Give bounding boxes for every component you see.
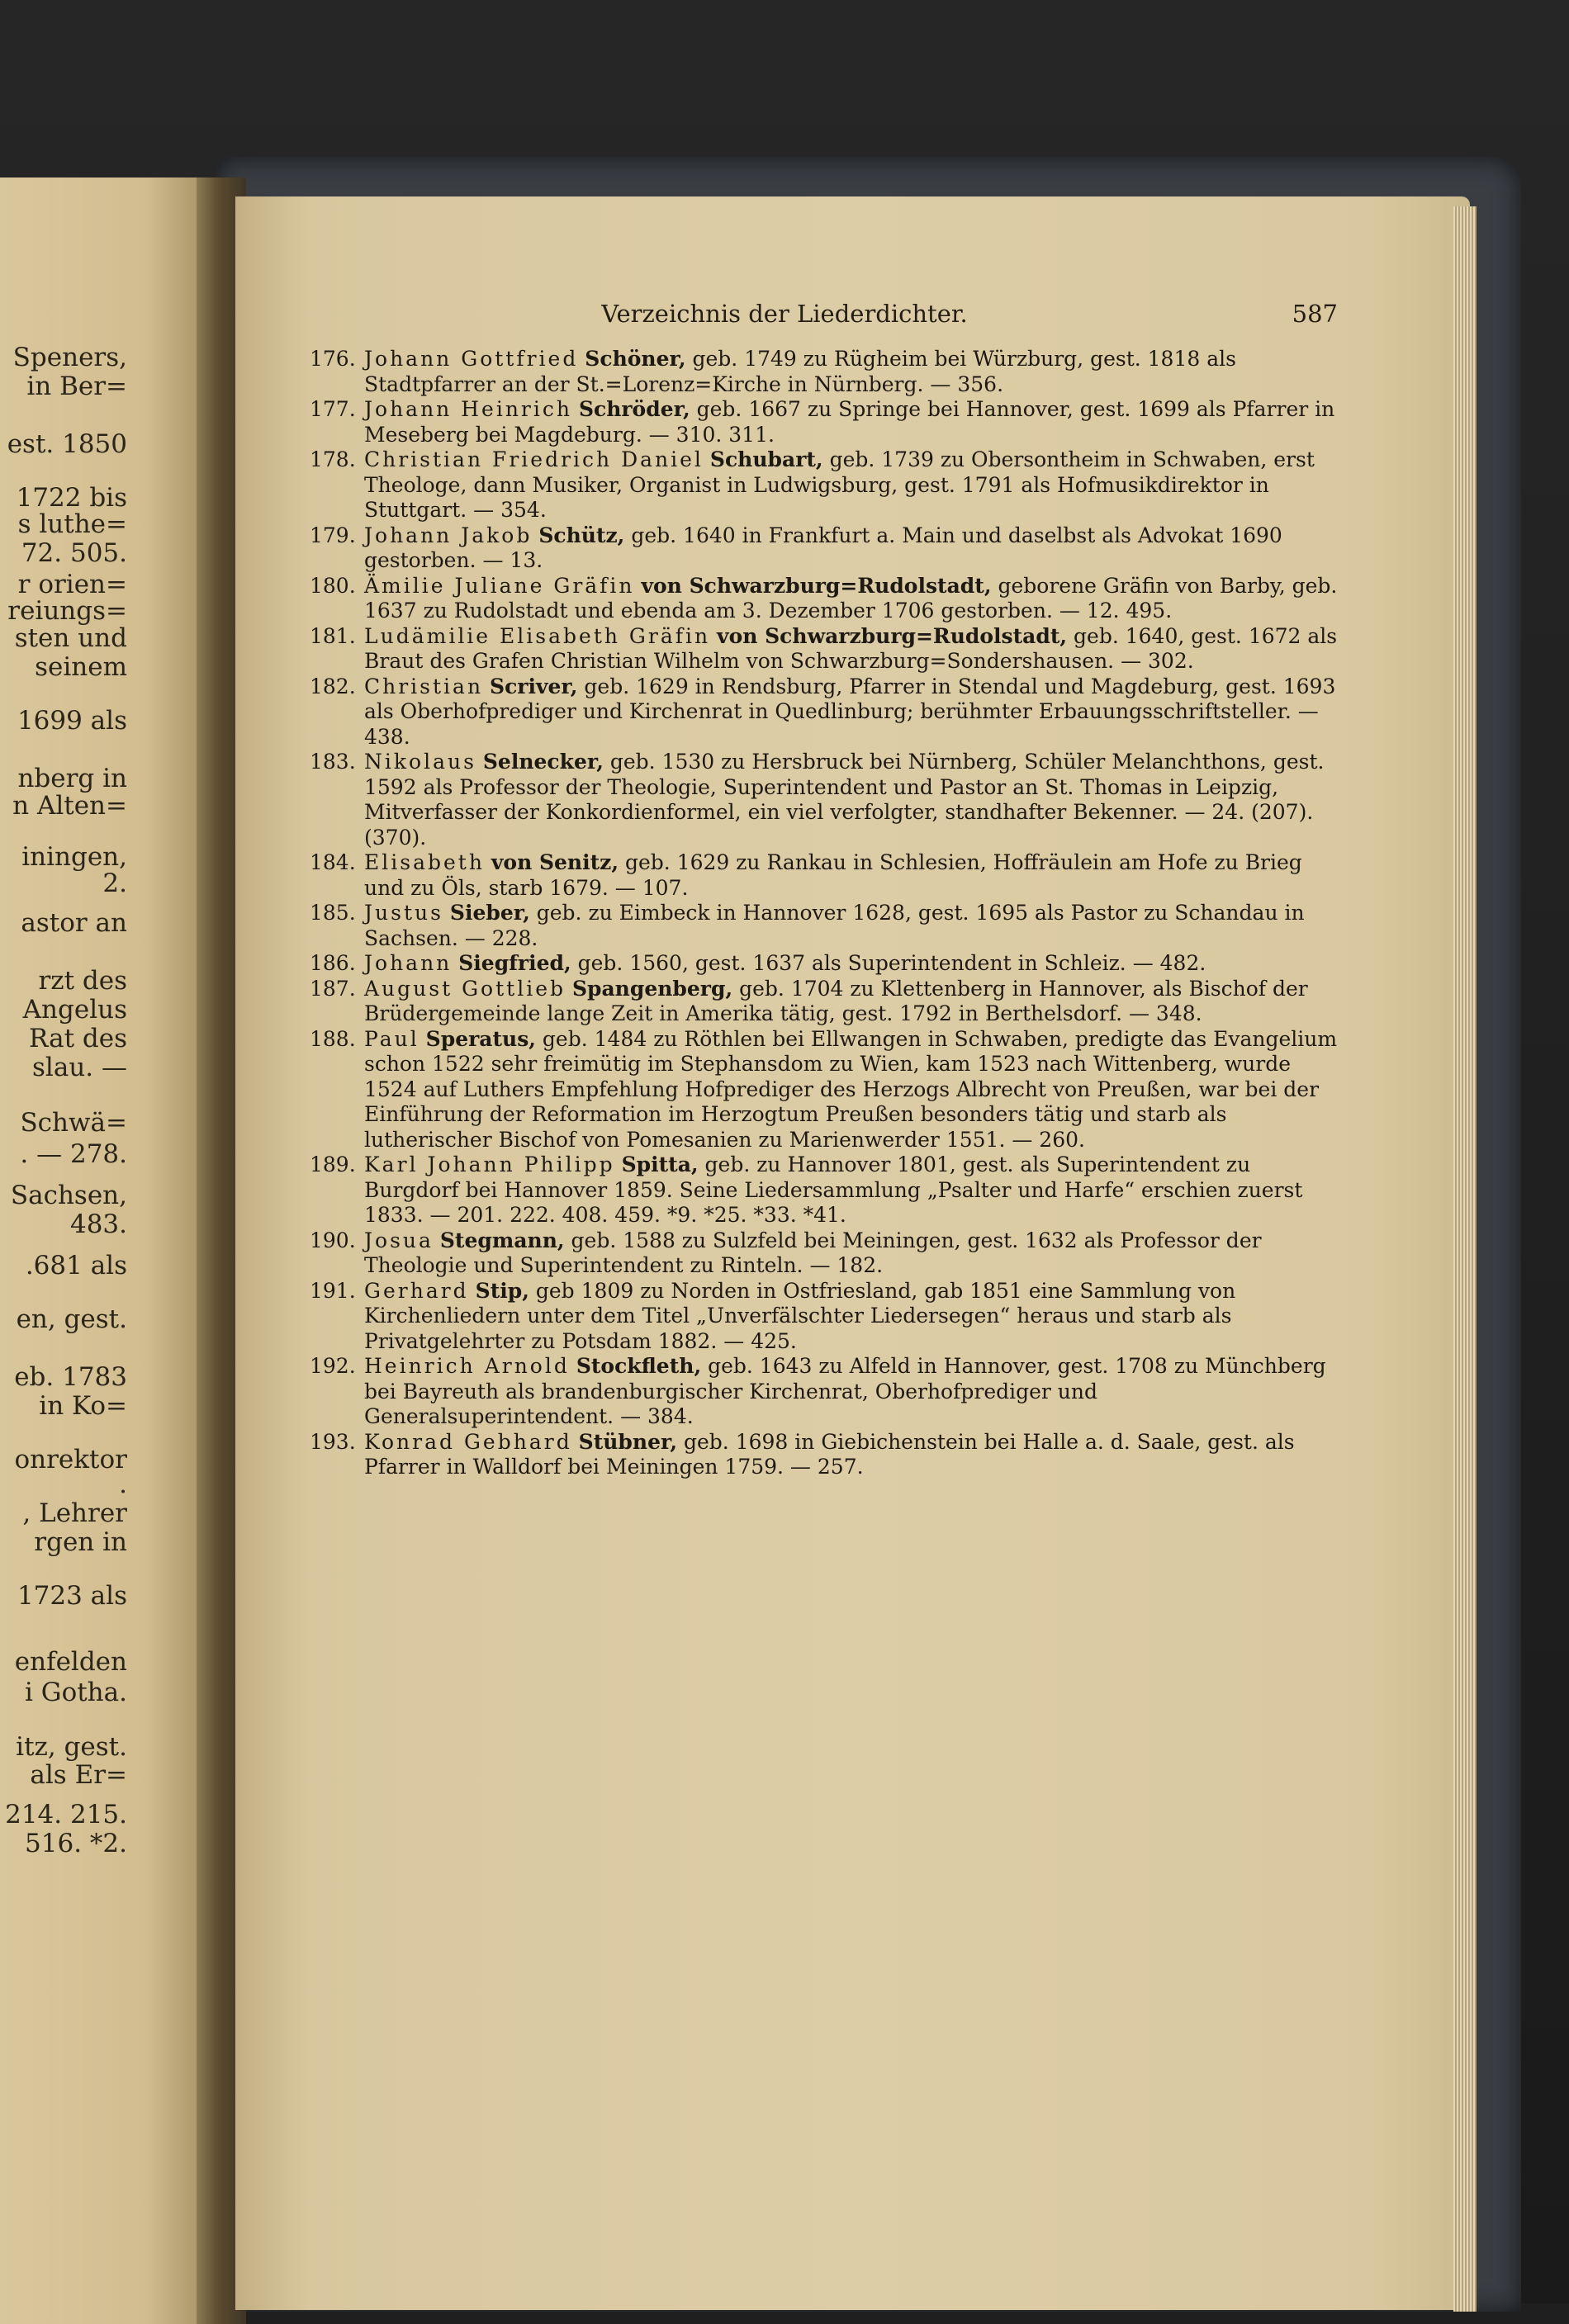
entry-number: 192. bbox=[310, 1354, 356, 1378]
entry-details: geb. 1640 in Frankfurt a. Main und daselbst als Advokat 1690 gestorben. — 13. bbox=[364, 523, 1282, 572]
left-page-fragment: 72. 505. bbox=[21, 538, 127, 568]
poet-given-names: Johann Heinrich bbox=[364, 397, 572, 421]
poet-entry bbox=[310, 674, 1346, 750]
left-page-fragment: . bbox=[119, 1470, 127, 1499]
left-page-fragment: 1723 als bbox=[17, 1581, 127, 1611]
left-page-fragment: seinem bbox=[35, 652, 127, 682]
left-page-fragment: en, gest. bbox=[16, 1304, 127, 1334]
entry-number: 186. bbox=[310, 951, 356, 975]
poet-entry bbox=[310, 1228, 1346, 1279]
entry-number: 181. bbox=[310, 623, 356, 648]
entry-number: 180. bbox=[310, 573, 356, 598]
entry-number: 178. bbox=[310, 447, 356, 471]
entry-number: 187. bbox=[310, 976, 356, 1001]
entry-text bbox=[364, 674, 1343, 750]
poet-surname: Stegmann, bbox=[439, 1228, 565, 1252]
entry-text bbox=[364, 1027, 1343, 1153]
poet-surname: Selnecker, bbox=[482, 750, 604, 774]
poet-given-names: August Gottlieb bbox=[364, 976, 566, 1001]
poet-entry bbox=[310, 624, 1346, 674]
entry-details: geb. 1643 zu Alfeld in Hannover, gest. 1708 zu Münchberg bei Bayreuth als brandenburgischer Kirchenrat, Oberhofprediger und Generalsuperintendent. — 384. bbox=[364, 1354, 1326, 1428]
left-page-fragment: n Alten= bbox=[12, 791, 127, 821]
entry-number: 190. bbox=[310, 1228, 356, 1252]
poet-given-names: Johann Gottfried bbox=[364, 347, 579, 371]
entry-details: geb. 1629 zu Rankau in Schlesien, Hoffräulein am Hofe zu Brieg und zu Öls, starb 1679. — 107. bbox=[364, 850, 1302, 900]
left-page-fragment: nberg in bbox=[17, 764, 127, 793]
left-page-fragment: Sachsen, bbox=[10, 1181, 127, 1210]
poet-given-names: Nikolaus bbox=[364, 750, 476, 774]
left-page-fragment: 1722 bis bbox=[16, 483, 127, 513]
entry-text bbox=[364, 447, 1343, 523]
left-page bbox=[0, 177, 206, 2324]
entry-text bbox=[364, 750, 1343, 850]
left-page-fragment: . — 278. bbox=[20, 1139, 127, 1169]
entry-number: 184. bbox=[310, 850, 356, 874]
entry-details: geb. 1749 zu Rügheim bei Würzburg, gest. 1818 als Stadtpfarrer an der St.=Lorenz=Kirche in Nürnberg. — 356. bbox=[364, 347, 1236, 396]
poet-entry bbox=[310, 523, 1346, 574]
left-page-fragment: eb. 1783 bbox=[14, 1362, 127, 1392]
entry-text bbox=[364, 1430, 1343, 1480]
left-page-fragment: onrektor bbox=[14, 1445, 127, 1474]
poet-surname: von Senitz, bbox=[491, 850, 619, 874]
entry-details: geb. 1698 in Giebichenstein bei Halle a. d. Saale, gest. als Pfarrer in Walldorf bei Meiningen 1759. — 257. bbox=[364, 1429, 1295, 1479]
left-page-fragment: enfelden bbox=[14, 1647, 127, 1677]
entry-details: geb. 1560, gest. 1637 als Superintendent in Schleiz. — 482. bbox=[571, 951, 1206, 975]
poet-given-names: Johann bbox=[364, 951, 453, 975]
poet-surname: Stip, bbox=[475, 1278, 529, 1303]
left-page-fragment: Angelus bbox=[22, 995, 127, 1025]
entry-text bbox=[364, 901, 1343, 951]
left-page-fragment: , Lehrer bbox=[22, 1498, 127, 1528]
poet-entry bbox=[310, 574, 1346, 624]
poet-surname: Schubart, bbox=[709, 447, 823, 471]
left-page-fragment: 214. 215. bbox=[5, 1800, 127, 1829]
left-page-fragment: .681 als bbox=[25, 1251, 127, 1280]
poet-surname: Speratus, bbox=[425, 1026, 536, 1051]
left-page-fragment: est. 1850 bbox=[7, 429, 127, 459]
left-page-fragment: 516. *2. bbox=[25, 1829, 127, 1858]
left-page-fragment: 2. bbox=[102, 869, 127, 898]
entry-number: 188. bbox=[310, 1026, 356, 1051]
left-page-fragment: s luthe= bbox=[17, 509, 127, 539]
left-page-fragment: 1699 als bbox=[17, 706, 127, 736]
entry-details: geb. 1629 in Rendsburg, Pfarrer in Stendal und Magdeburg, gest. 1693 als Oberhofprediger und Kirchenrat in Quedlinburg; berühmter Erbauungsschriftsteller. — 438. bbox=[364, 674, 1336, 749]
left-page-fragment: sten und bbox=[14, 623, 127, 653]
entry-list bbox=[310, 347, 1346, 1480]
entry-details: geb. 1739 zu Obersontheim in Schwaben, erst Theologe, dann Musiker, Organist in Ludwigsburg, gest. 1791 als Hofmusikdirektor in Stuttgart. — 354. bbox=[364, 447, 1315, 522]
page-edges bbox=[1453, 206, 1477, 2312]
left-page-fragment: itz, gest. bbox=[16, 1732, 127, 1762]
left-page-fragment: als Er= bbox=[30, 1760, 127, 1790]
running-title: Verzeichnis der Liederdichter. bbox=[601, 300, 968, 328]
poet-surname: Stübner, bbox=[578, 1429, 678, 1454]
poet-given-names: Konrad Gebhard bbox=[364, 1429, 572, 1454]
entry-text bbox=[364, 347, 1343, 397]
entry-text bbox=[364, 397, 1343, 447]
poet-entry bbox=[310, 347, 1346, 397]
poet-given-names: Elisabeth bbox=[364, 850, 485, 874]
poet-given-names: Ämilie Juliane Gräfin bbox=[364, 573, 635, 598]
poet-given-names: Christian bbox=[364, 674, 484, 698]
entry-number: 193. bbox=[310, 1429, 356, 1454]
left-page-fragment: astor an bbox=[21, 908, 127, 938]
entry-text bbox=[364, 1354, 1343, 1430]
poet-surname: Schütz, bbox=[538, 523, 625, 547]
entry-text bbox=[364, 523, 1343, 574]
entry-text bbox=[364, 951, 1343, 977]
poet-surname: Scriver, bbox=[490, 674, 578, 698]
poet-entry bbox=[310, 901, 1346, 951]
entry-text bbox=[364, 850, 1343, 901]
entry-text bbox=[364, 1153, 1343, 1228]
page-header bbox=[355, 300, 1338, 333]
poet-entry bbox=[310, 397, 1346, 447]
left-page-fragment: Speners, bbox=[12, 343, 127, 372]
left-page-fragment: Schwä= bbox=[20, 1108, 127, 1138]
entry-number: 183. bbox=[310, 750, 356, 774]
poet-surname: von Schwarzburg=Rudolstadt, bbox=[717, 623, 1068, 648]
poet-given-names: Johann Jakob bbox=[364, 523, 533, 547]
page-number: 587 bbox=[1292, 300, 1338, 328]
entry-details: geb. 1484 zu Röthlen bei Ellwangen in Schwaben, predigte das Evangelium schon 1522 sehr freimütig im Stephansdom zu Wien, kam 1523 nach Wittenberg, wurde 1524 auf Luthers Empfehlung Hofprediger des Herzogs Albrecht von Preußen, war bei der Einführung der Reformation im Herzogtum Preußen besonders tätig und starb als lutherischer Bischof von Pomesanien zu Marienwerder 1551. — 260. bbox=[364, 1026, 1338, 1152]
poet-entry bbox=[310, 1027, 1346, 1153]
poet-given-names: Gerhard bbox=[364, 1278, 469, 1303]
poet-surname: Siegfried, bbox=[458, 951, 571, 975]
entry-text bbox=[364, 1228, 1343, 1279]
poet-given-names: Paul bbox=[364, 1026, 420, 1051]
entry-number: 191. bbox=[310, 1278, 356, 1303]
poet-surname: Schöner, bbox=[585, 347, 686, 371]
poet-entry bbox=[310, 1153, 1346, 1228]
left-page-fragment: r orien= bbox=[17, 570, 127, 599]
entry-details: geb 1809 zu Norden in Ostfriesland, gab 1851 eine Sammlung von Kirchenliedern unter dem Titel „Unverfälschter Liedersegen“ heraus und starb als Privatgelehrter zu Potsdam 1882. — 425. bbox=[364, 1278, 1236, 1353]
entry-text bbox=[364, 624, 1343, 674]
poet-given-names: Josua bbox=[364, 1228, 434, 1252]
entry-details: geb. 1667 zu Springe bei Hannover, gest. 1699 als Pfarrer in Meseberg bei Magdeburg. — 310. 311. bbox=[364, 397, 1335, 447]
poet-surname: Schröder, bbox=[578, 397, 690, 421]
poet-entry bbox=[310, 951, 1346, 977]
entry-text bbox=[364, 977, 1343, 1027]
poet-surname: Sieber, bbox=[449, 901, 530, 925]
entry-details: geb. 1704 zu Klettenberg in Hannover, als Bischof der Brüdergemeinde lange Zeit in Amerika tätig, gest. 1792 in Berthelsdorf. — 348. bbox=[364, 976, 1308, 1025]
poet-entry bbox=[310, 447, 1346, 523]
poet-surname: Stockfleth, bbox=[576, 1354, 702, 1378]
left-page-fragment: in Ko= bbox=[39, 1391, 127, 1421]
poet-entry bbox=[310, 1354, 1346, 1430]
entry-details: geb. zu Hannover 1801, gest. als Superintendent zu Burgdorf bei Hannover 1859. Seine Liedersammlung „Psalter und Harfe“ erschien zuerst 1833. — 201. 222. 408. 459. *9. *25. *33. *41. bbox=[364, 1153, 1303, 1227]
poet-entry bbox=[310, 1279, 1346, 1355]
left-page-fragment: Rat des bbox=[29, 1024, 127, 1053]
poet-surname: von Schwarzburg=Rudolstadt, bbox=[641, 573, 992, 598]
left-page-fragment: in Ber= bbox=[26, 372, 127, 401]
poet-given-names: Christian Friedrich Daniel bbox=[364, 447, 704, 471]
poet-given-names: Justus bbox=[364, 901, 443, 925]
entry-details: geb. 1588 zu Sulzfeld bei Meiningen, gest. 1632 als Professor der Theologie und Superintendent zu Rinteln. — 182. bbox=[364, 1228, 1262, 1277]
entry-number: 182. bbox=[310, 674, 356, 698]
entry-details: geb. zu Eimbeck in Hannover 1628, gest. 1695 als Pastor zu Schandau in Sachsen. — 228. bbox=[364, 901, 1305, 950]
entry-number: 177. bbox=[310, 397, 356, 421]
entry-number: 189. bbox=[310, 1153, 356, 1176]
poet-given-names: Ludämilie Elisabeth Gräfin bbox=[364, 623, 711, 648]
entry-details: geb. 1530 zu Hersbruck bei Nürnberg, Schüler Melanchthons, gest. 1592 als Professor der Theologie, Superintendent und Pastor an St. Thomas in Leipzig, Mitverfasser der Konkordienformel, ein viel verfolgter, standhafter Bekenner. — 24. (207). (370). bbox=[364, 750, 1325, 850]
entry-number: 185. bbox=[310, 901, 356, 925]
entry-number: 179. bbox=[310, 523, 356, 547]
left-page-fragment: iningen, bbox=[21, 842, 127, 872]
poet-entry bbox=[310, 850, 1346, 901]
left-page-fragment: i Gotha. bbox=[25, 1678, 127, 1707]
poet-entry bbox=[310, 750, 1346, 850]
left-page-fragment: slau. — bbox=[32, 1053, 127, 1082]
left-page-fragment: reiungs= bbox=[7, 596, 127, 626]
left-page-fragment: 483. bbox=[69, 1209, 127, 1239]
poet-given-names: Karl Johann Philipp bbox=[364, 1153, 615, 1176]
entry-number: 176. bbox=[310, 347, 356, 371]
poet-given-names: Heinrich Arnold bbox=[364, 1354, 570, 1378]
poet-surname: Spangenberg, bbox=[571, 976, 733, 1001]
left-page-fragment: rzt des bbox=[38, 966, 127, 996]
poet-entry bbox=[310, 1430, 1346, 1480]
poet-entry bbox=[310, 977, 1346, 1027]
left-page-fragment: rgen in bbox=[34, 1527, 127, 1557]
entry-details: geb. 1640, gest. 1672 als Braut des Grafen Christian Wilhelm von Schwarzburg=Sondershausen. — 302. bbox=[364, 623, 1338, 673]
entry-text bbox=[364, 574, 1343, 624]
entry-text bbox=[364, 1279, 1343, 1355]
poet-surname: Spitta, bbox=[621, 1153, 699, 1176]
entry-details: geborene Gräfin von Barby, geb. 1637 zu Rudolstadt und ebenda am 3. Dezember 1706 gestorben. — 12. 495. bbox=[364, 573, 1338, 622]
